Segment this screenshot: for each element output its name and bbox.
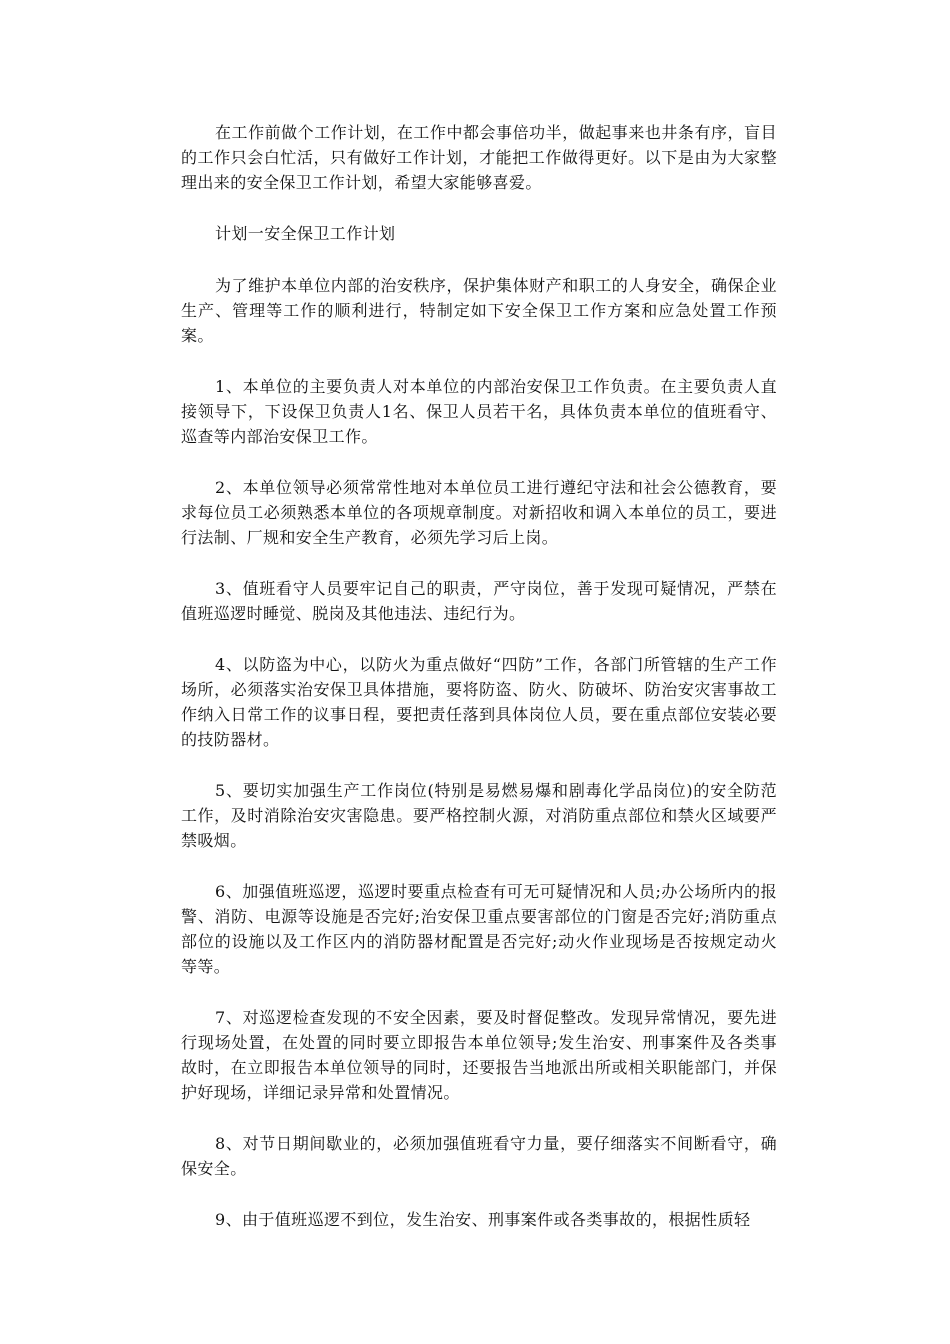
item-paragraph-4: 4、以防盗为中心，以防火为重点做好“四防”工作，各部门所管辖的生产工作场所，必须落实治安保卫具体措施，要将防盗、防火、防破坏、防治安灾害事故工作纳入日常工作的议事日程，要把责任落到具体岗位人员，要在重点部位安装必要的技防器材。	[181, 655, 777, 749]
item-paragraph-9: 9、由于值班巡逻不到位，发生治安、刑事案件或各类事故的，根据性质轻	[215, 1210, 751, 1229]
section-title: 计划一安全保卫工作计划	[215, 224, 396, 243]
preface-paragraph: 为了维护本单位内部的治安秩序，保护集体财产和职工的人身安全，确保企业生产、管理等工作的顺利进行，特制定如下安全保卫工作方案和应急处置工作预案。	[181, 276, 777, 345]
item-paragraph-8: 8、对节日期间歇业的，必须加强值班看守力量，要仔细落实不间断看守，确保安全。	[181, 1134, 777, 1178]
document-body	[181, 120, 777, 1258]
item-paragraph-6: 6、加强值班巡逻，巡逻时要重点检查有可无可疑情况和人员;办公场所内的报警、消防、电源等设施是否完好;治安保卫重点要害部位的门窗是否完好;消防重点部位的设施以及工作区内的消防器材配置是否完好;动火作业现场是否按规定动火等等。	[181, 882, 777, 976]
item-paragraph-5: 5、要切实加强生产工作岗位(特别是易燃易爆和剧毒化学品岗位)的安全防范工作，及时消除治安灾害隐患。要严格控制火源，对消防重点部位和禁火区域要严禁吸烟。	[181, 781, 777, 850]
intro-paragraph: 在工作前做个工作计划，在工作中都会事倍功半，做起事来也井条有序，盲目的工作只会白忙活，只有做好工作计划，才能把工作做得更好。以下是由为大家整理出来的安全保卫工作计划，希望大家能够喜爱。	[181, 123, 777, 192]
item-paragraph-2: 2、本单位领导必须常常性地对本单位员工进行遵纪守法和社会公德教育，要求每位员工必须熟悉本单位的各项规章制度。对新招收和调入本单位的员工，要进行法制、厂规和安全生产教育，必须先学习后上岗。	[181, 478, 777, 547]
item-paragraph-7: 7、对巡逻检查发现的不安全因素，要及时督促整改。发现异常情况，要先进行现场处置，在处置的同时要立即报告本单位领导;发生治安、刑事案件及各类事故时，在立即报告本单位领导的同时，还要报告当地派出所或相关职能部门，并保护好现场，详细记录异常和处置情况。	[181, 1008, 777, 1102]
item-paragraph-1: 1、本单位的主要负责人对本单位的内部治安保卫工作负责。在主要负责人直接领导下，下设保卫负责人1名、保卫人员若干名，具体负责本单位的值班看守、巡查等内部治安保卫工作。	[181, 377, 777, 446]
item-paragraph-3: 3、值班看守人员要牢记自己的职责，严守岗位，善于发现可疑情况，严禁在值班巡逻时睡觉、脱岗及其他违法、违纪行为。	[181, 579, 777, 623]
